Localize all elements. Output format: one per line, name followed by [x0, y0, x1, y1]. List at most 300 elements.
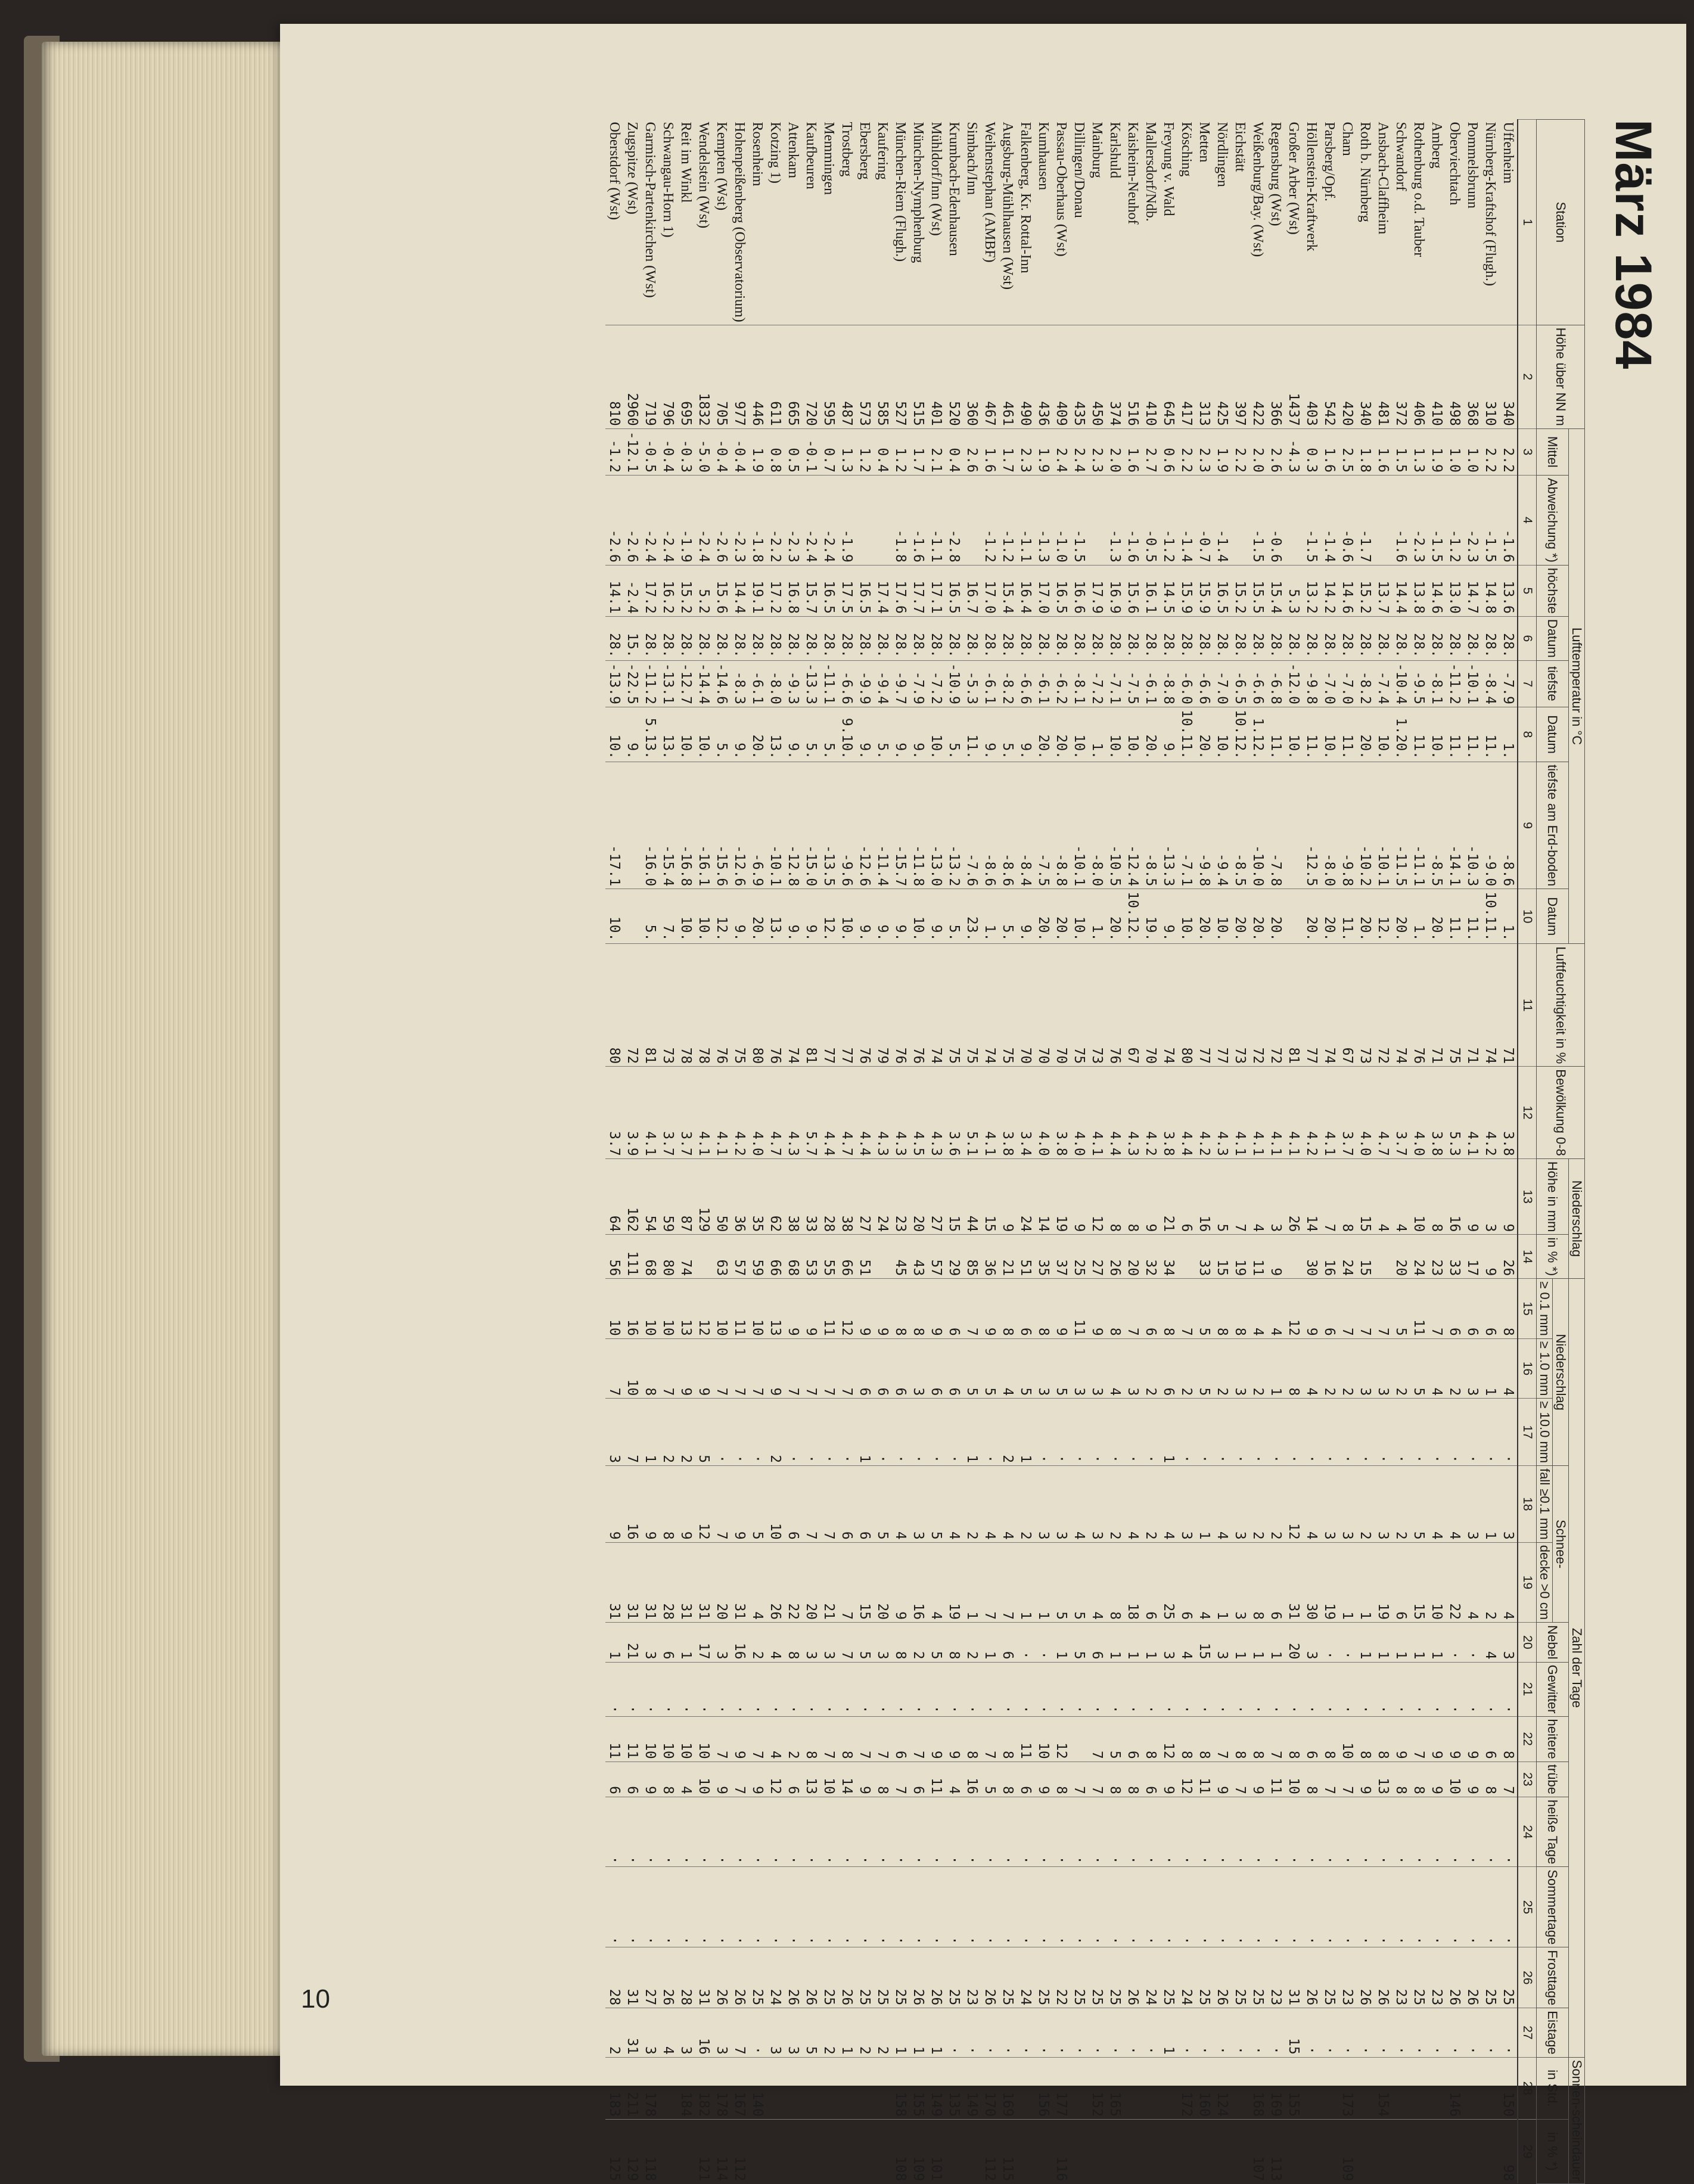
table-cell: 20. — [1249, 889, 1267, 944]
column-number: 17 — [1518, 1399, 1537, 1466]
table-cell: 436 — [1034, 325, 1052, 428]
table-cell: 77 — [1303, 944, 1320, 1067]
table-cell: 3.4 — [1017, 1067, 1034, 1159]
table-cell: 5. — [945, 889, 963, 944]
table-cell: 0.4 — [874, 428, 891, 475]
table-cell: 9. — [927, 889, 945, 944]
table-cell: 26 — [909, 1947, 927, 2008]
table-cell: 30 — [1303, 1235, 1320, 1279]
table-cell: 4 — [1070, 1466, 1088, 1543]
table-cell: 5 — [874, 1466, 891, 1543]
table-cell: 1 — [1142, 1623, 1160, 1662]
table-cell: 2 — [1320, 1338, 1338, 1399]
table-cell: · — [1106, 1662, 1124, 1716]
table-cell: 11 — [731, 1279, 748, 1339]
table-cell: 1 — [1124, 1623, 1142, 1662]
table-cell: 4.0 — [1034, 1067, 1052, 1159]
table-cell: 25 — [1034, 1947, 1052, 2008]
table-cell: 19 — [1052, 1158, 1070, 1235]
table-cell: 3 — [1338, 1466, 1356, 1543]
header-station: Station — [1537, 120, 1585, 325]
station-name: Nürnberg-Kraftshof (Flugh.) — [1482, 122, 1498, 286]
table-cell: 36 — [731, 1158, 748, 1235]
table-cell: · — [1017, 2008, 1034, 2057]
table-cell: 20 — [1392, 1235, 1410, 1279]
station-name: Passau-Oberhaus (Wst) — [1053, 122, 1069, 257]
table-cell: 9. — [784, 889, 802, 944]
table-cell: 9. — [856, 707, 874, 762]
table-cell: 8 — [1124, 1158, 1142, 1235]
table-cell: · — [963, 1662, 981, 1716]
table-cell: 9 — [1392, 1716, 1410, 1762]
table-cell: -14.4 — [695, 660, 713, 707]
table-cell: 15.4 — [999, 565, 1017, 616]
table-cell: 5.3 — [1285, 565, 1303, 616]
table-row — [981, 120, 999, 2184]
table-cell: 172 — [1177, 2057, 1195, 2119]
table-cell: -12.7 — [677, 660, 695, 707]
table-body — [605, 120, 1537, 2184]
table-cell: · — [1356, 1662, 1374, 1716]
table-row — [1177, 120, 1195, 2184]
table-cell: 70 — [1034, 944, 1052, 1067]
table-cell: 467 — [981, 325, 999, 428]
table-cell: 1 — [838, 2008, 856, 2057]
table-cell: · — [1213, 1662, 1231, 1716]
table-cell: 28. — [1320, 616, 1338, 660]
table-cell — [1410, 2119, 1428, 2183]
table-cell: 7 — [713, 1466, 731, 1543]
table-cell: 19 — [1374, 1542, 1392, 1622]
station-name: Metten — [1196, 122, 1212, 163]
table-cell: 7 — [838, 1338, 856, 1399]
station-name: Freyung v. Wald — [1161, 122, 1176, 216]
table-cell: 5 — [802, 2008, 820, 2057]
table-cell: 25 — [1231, 1947, 1249, 2008]
table-cell: 98 — [1499, 2119, 1518, 2183]
table-cell: 8 — [1499, 1279, 1518, 1339]
table-row — [731, 120, 748, 2184]
column-number: 9 — [1518, 762, 1537, 889]
table-cell: -8.1 — [1428, 660, 1446, 707]
table-cell — [748, 2119, 766, 2183]
table-cell: · — [641, 1662, 659, 1716]
table-cell — [1463, 2119, 1481, 2183]
table-cell: 1 — [1410, 1623, 1428, 1662]
table-cell: 57 — [927, 1235, 945, 1279]
page-number: 10 — [301, 1984, 330, 2014]
table-cell: 1 — [1213, 1542, 1231, 1622]
table-cell: · — [1446, 1797, 1463, 1866]
table-cell: 340 — [1499, 325, 1518, 428]
station-name: Mainburg — [1089, 122, 1105, 178]
table-cell: 6 — [1124, 1716, 1142, 1762]
table-cell: 0.3 — [1303, 428, 1320, 475]
table-cell: 27 — [927, 1158, 945, 1235]
table-cell: 15 — [856, 1542, 874, 1622]
table-cell: -13.2 — [945, 762, 963, 889]
table-cell: 8 — [641, 1338, 659, 1399]
table-cell: 7 — [1088, 1716, 1106, 1762]
table-cell: · — [945, 1867, 963, 1947]
table-cell: 118 — [641, 2119, 659, 2183]
table-cell: 8 — [1320, 1716, 1338, 1762]
table-cell: 3 — [713, 2008, 731, 2057]
table-cell: 7 — [659, 1338, 677, 1399]
table-cell: · — [1285, 1797, 1303, 1866]
table-cell: 11 — [1249, 1235, 1267, 1279]
table-cell: · — [838, 1867, 856, 1947]
table-cell: · — [1249, 1797, 1267, 1866]
table-cell: 1.7 — [909, 428, 927, 475]
table-cell: 2.7 — [1142, 428, 1160, 475]
table-cell: 7 — [1338, 1279, 1356, 1339]
table-cell: -10.0 — [1249, 762, 1267, 889]
table-cell: 10 — [820, 1762, 838, 1797]
table-cell: -1.4 — [1213, 475, 1231, 565]
table-cell: 77 — [1213, 944, 1231, 1067]
table-cell: 17.4 — [874, 565, 891, 616]
table-cell: 28 — [659, 1542, 677, 1622]
table-cell: 12 — [1285, 1279, 1303, 1339]
station-name: Roth b. Nürnberg — [1357, 122, 1373, 222]
table-cell: 446 — [748, 325, 766, 428]
table-cell: 19. — [1142, 889, 1160, 944]
table-cell: 9 — [1356, 1762, 1374, 1797]
table-cell: 70 — [1142, 944, 1160, 1067]
column-number: 12 — [1518, 1067, 1537, 1159]
table-cell — [1285, 762, 1303, 889]
table-cell: · — [981, 1797, 999, 1866]
table-cell: 2960 — [623, 325, 641, 428]
table-cell: · — [945, 1399, 963, 1466]
table-cell: 25 — [891, 1947, 909, 2008]
table-cell: 9 — [784, 1279, 802, 1339]
table-cell: · — [1392, 1797, 1410, 1866]
table-row — [1070, 120, 1088, 2184]
table-cell: 2 — [1446, 1338, 1463, 1399]
table-cell: 76 — [856, 944, 874, 1067]
header-schneefall: fall ≥0.1 mm — [1537, 1466, 1553, 1543]
table-cell: 6 — [1392, 1542, 1410, 1622]
table-cell: 5 — [1070, 1623, 1088, 1662]
table-cell: -2.3 — [784, 475, 802, 565]
table-cell: 75 — [1070, 944, 1088, 1067]
table-cell: 4.1 — [981, 1067, 999, 1159]
table-cell: 7 — [1356, 1279, 1374, 1339]
table-cell: 16 — [1195, 1158, 1213, 1235]
table-cell: 1 — [1249, 1623, 1267, 1662]
table-cell — [1481, 2119, 1499, 2183]
table-cell: 5. — [641, 889, 659, 944]
table-cell: 35 — [1034, 1235, 1052, 1279]
table-cell: 16.2 — [659, 565, 677, 616]
table-cell: 8 — [963, 1716, 981, 1762]
table-cell: 8 — [802, 1716, 820, 1762]
table-cell: 12 — [695, 1466, 713, 1543]
table-cell: 26 — [1106, 1235, 1124, 1279]
table-cell: 490 — [1017, 325, 1034, 428]
table-cell: 9 — [1446, 1716, 1463, 1762]
table-cell: 366 — [1267, 325, 1285, 428]
table-cell: -1.2 — [1160, 475, 1177, 565]
table-cell: · — [1374, 2008, 1392, 2057]
table-cell: 7 — [963, 1279, 981, 1339]
table-cell: 7 — [731, 2008, 748, 2057]
table-cell — [695, 1235, 713, 1279]
table-cell: 10 — [1446, 1762, 1463, 1797]
table-cell: 11 — [1017, 1716, 1034, 1762]
table-cell: 28. — [981, 616, 999, 660]
table-row — [1034, 120, 1052, 2184]
table-cell: 3.7 — [1338, 1067, 1356, 1159]
table-cell: 4 — [1499, 1338, 1518, 1399]
table-cell: · — [1231, 1662, 1249, 1716]
table-cell: 45 — [891, 1235, 909, 1279]
table-cell: -8.6 — [999, 762, 1017, 889]
table-row — [1195, 120, 1213, 2184]
column-number: 22 — [1518, 1716, 1537, 1762]
table-cell: -6.9 — [748, 762, 766, 889]
table-cell: 20. — [1052, 707, 1070, 762]
table-cell: · — [802, 1399, 820, 1466]
column-number: 5 — [1518, 565, 1537, 616]
table-cell: 9 — [981, 1279, 999, 1339]
header-datum-1: Datum — [1537, 616, 1569, 660]
table-cell: 80 — [605, 944, 623, 1067]
table-cell: -7.2 — [1088, 660, 1106, 707]
table-cell: 10 — [605, 1279, 623, 1339]
table-cell: 72 — [1374, 944, 1392, 1067]
table-cell: · — [1034, 2008, 1052, 2057]
table-cell: 8 — [1124, 1762, 1142, 1797]
table-cell: 23 — [963, 1947, 981, 2008]
table-cell: 3 — [909, 1338, 927, 1399]
table-cell: · — [856, 1662, 874, 1716]
table-cell: 1 — [1392, 1623, 1410, 1662]
table-cell: 5.3 — [1446, 1067, 1463, 1159]
table-cell: 16.9 — [1106, 565, 1124, 616]
table-cell — [1177, 1235, 1195, 1279]
table-row — [1249, 120, 1267, 2184]
table-cell: 4.2 — [1481, 1067, 1499, 1159]
table-cell: 9 — [731, 1466, 748, 1543]
table-cell: · — [1481, 1797, 1499, 1866]
table-cell: · — [874, 1662, 891, 1716]
table-cell: 4.3 — [1124, 1067, 1142, 1159]
table-cell: 5. — [713, 707, 731, 762]
column-number: 18 — [1518, 1466, 1537, 1543]
table-cell: -11.1 — [1410, 762, 1428, 889]
table-cell — [802, 2119, 820, 2183]
column-number: 13 — [1518, 1158, 1537, 1235]
table-cell: · — [891, 1399, 909, 1466]
table-cell: 20. — [1142, 707, 1160, 762]
table-cell: · — [1034, 1797, 1052, 1866]
table-cell: 15.2 — [1356, 565, 1374, 616]
station-name: Mallersdorf/Ndb. — [1143, 122, 1158, 222]
table-cell: 6 — [1177, 1158, 1195, 1235]
table-cell: 73 — [659, 944, 677, 1067]
table-cell: · — [641, 1797, 659, 1866]
table-cell: 14.4 — [1392, 565, 1410, 616]
table-cell: -9.7 — [891, 660, 909, 707]
table-cell: -1.8 — [891, 475, 909, 565]
table-cell: 9 — [1034, 1762, 1052, 1797]
table-cell: -2.3 — [1410, 475, 1428, 565]
table-cell: 6 — [856, 1466, 874, 1543]
table-cell: 30 — [1303, 1542, 1320, 1622]
table-cell: 76 — [891, 944, 909, 1067]
table-cell: 79 — [874, 944, 891, 1067]
table-cell: 4.3 — [874, 1067, 891, 1159]
table-cell: 4.2 — [1303, 1067, 1320, 1159]
table-cell: 4.0 — [1356, 1067, 1374, 1159]
table-cell: · — [1428, 2008, 1446, 2057]
table-cell: 121 — [695, 2119, 713, 2183]
table-row — [1320, 120, 1338, 2184]
table-cell: 18 — [1124, 1542, 1142, 1622]
table-cell: · — [1499, 1867, 1518, 1947]
table-cell: 114 — [713, 2119, 731, 2183]
table-cell: 9.10. — [838, 707, 856, 762]
header-datum-2: Datum — [1537, 707, 1569, 762]
table-cell: 26 — [1124, 1947, 1142, 2008]
table-cell: 23 — [891, 1158, 909, 1235]
table-cell: 7 — [891, 1762, 909, 1797]
table-cell: · — [1088, 1662, 1106, 1716]
table-cell: 1 — [1374, 1623, 1392, 1662]
table-cell: 16.4 — [1017, 565, 1034, 616]
table-cell: 10 — [766, 1466, 784, 1543]
table-cell: 7 — [1070, 1762, 1088, 1797]
page-title: März 1984 — [1605, 119, 1662, 370]
table-cell: 74 — [1392, 944, 1410, 1067]
table-cell: -10.5 — [1106, 762, 1124, 889]
table-cell: · — [909, 1662, 927, 1716]
table-cell: · — [1142, 2008, 1160, 2057]
table-cell — [1231, 2119, 1249, 2183]
station-name: Parsberg/Opf. — [1322, 122, 1337, 202]
table-cell: 11. — [1446, 707, 1463, 762]
table-cell: 12 — [1088, 1158, 1106, 1235]
table-cell: 25 — [1320, 1947, 1338, 2008]
table-cell: 7 — [784, 1338, 802, 1399]
table-cell: · — [731, 1797, 748, 1866]
table-cell: 7 — [856, 1716, 874, 1762]
table-cell: · — [748, 1797, 766, 1866]
table-cell — [1374, 2119, 1392, 2183]
table-cell: 56 — [605, 1235, 623, 1279]
table-cell: 340 — [1356, 325, 1374, 428]
table-cell: 8 — [784, 1623, 802, 1662]
table-cell: 76 — [909, 944, 927, 1067]
table-cell: 1 — [1428, 1623, 1446, 1662]
table-cell: · — [766, 1797, 784, 1866]
table-cell: -11.8 — [909, 762, 927, 889]
station-name: Oberviechtach — [1447, 122, 1462, 206]
table-cell: · — [1303, 1399, 1320, 1466]
table-cell: · — [981, 1662, 999, 1716]
table-cell: 17 — [695, 1623, 713, 1662]
table-cell: 20. — [1106, 889, 1124, 944]
table-cell: · — [1034, 1867, 1052, 1947]
table-cell: 3 — [1034, 1466, 1052, 1543]
table-cell: 16 — [731, 1623, 748, 1662]
table-cell: 10. — [1374, 707, 1392, 762]
table-cell: 9 — [677, 1466, 695, 1543]
table-row — [1052, 120, 1070, 2184]
table-cell: 4 — [999, 1338, 1017, 1399]
table-cell: 8 — [1106, 1158, 1124, 1235]
table-cell: 28. — [1392, 616, 1410, 660]
table-cell: -16.8 — [677, 762, 695, 889]
table-cell: 21 — [1160, 1158, 1177, 1235]
table-cell: -10.1 — [766, 762, 784, 889]
header-lufttemperatur: Lufttemperatur in °C — [1569, 428, 1585, 944]
table-cell: -1.5 — [1428, 475, 1446, 565]
table-cell: 1 — [1356, 1623, 1374, 1662]
table-cell: 20. — [1356, 889, 1374, 944]
table-cell: -7.0 — [1338, 660, 1356, 707]
table-cell: 5 — [1195, 1279, 1213, 1339]
table-cell: 665 — [784, 325, 802, 428]
table-cell — [1195, 2119, 1213, 2183]
table-cell: 5 — [856, 1623, 874, 1662]
table-cell: 62 — [766, 1158, 784, 1235]
table-cell: · — [927, 1867, 945, 1947]
table-cell: 5 — [1213, 1158, 1231, 1235]
table-cell: 28. — [1160, 616, 1177, 660]
table-cell: 9 — [874, 1279, 891, 1339]
header-ns-10: ≥ 10.0 mm — [1537, 1399, 1553, 1466]
table-cell: 10. — [695, 707, 713, 762]
table-cell: · — [1088, 1399, 1106, 1466]
table-cell: · — [874, 1797, 891, 1866]
table-cell: 611 — [766, 325, 784, 428]
table-cell: · — [909, 1797, 927, 1866]
table-cell: 4.4 — [820, 1067, 838, 1159]
table-cell: 76 — [766, 944, 784, 1067]
table-cell: -12.0 — [1285, 660, 1303, 707]
table-cell: 112 — [731, 2119, 748, 2183]
table-cell: 28. — [748, 616, 766, 660]
table-cell: 515 — [909, 325, 927, 428]
table-cell: 4 — [1088, 1542, 1106, 1622]
table-cell: 74 — [1320, 944, 1338, 1067]
table-cell: 54 — [641, 1158, 659, 1235]
table-cell: 3 — [1070, 1338, 1088, 1399]
table-cell: · — [820, 1662, 838, 1716]
table-cell: 10. — [1070, 889, 1088, 944]
table-cell: 2.3 — [1017, 428, 1034, 475]
table-cell: · — [1195, 2008, 1213, 2057]
table-cell: 4.4 — [1106, 1067, 1124, 1159]
table-cell: 5 — [1410, 1338, 1428, 1399]
table-cell: -2.2 — [766, 475, 784, 565]
table-cell: 26 — [838, 1947, 856, 2008]
table-cell: 425 — [1213, 325, 1231, 428]
table-row — [1446, 120, 1463, 2184]
table-cell: 3.8 — [1160, 1067, 1177, 1159]
table-cell: · — [927, 1399, 945, 1466]
table-cell: 3 — [874, 1623, 891, 1662]
table-cell: 8 — [1285, 1338, 1303, 1399]
table-cell: -15.0 — [802, 762, 820, 889]
table-cell: 14.2 — [1320, 565, 1338, 616]
table-cell: · — [1177, 1662, 1195, 1716]
table-cell: 10 — [641, 1279, 659, 1339]
